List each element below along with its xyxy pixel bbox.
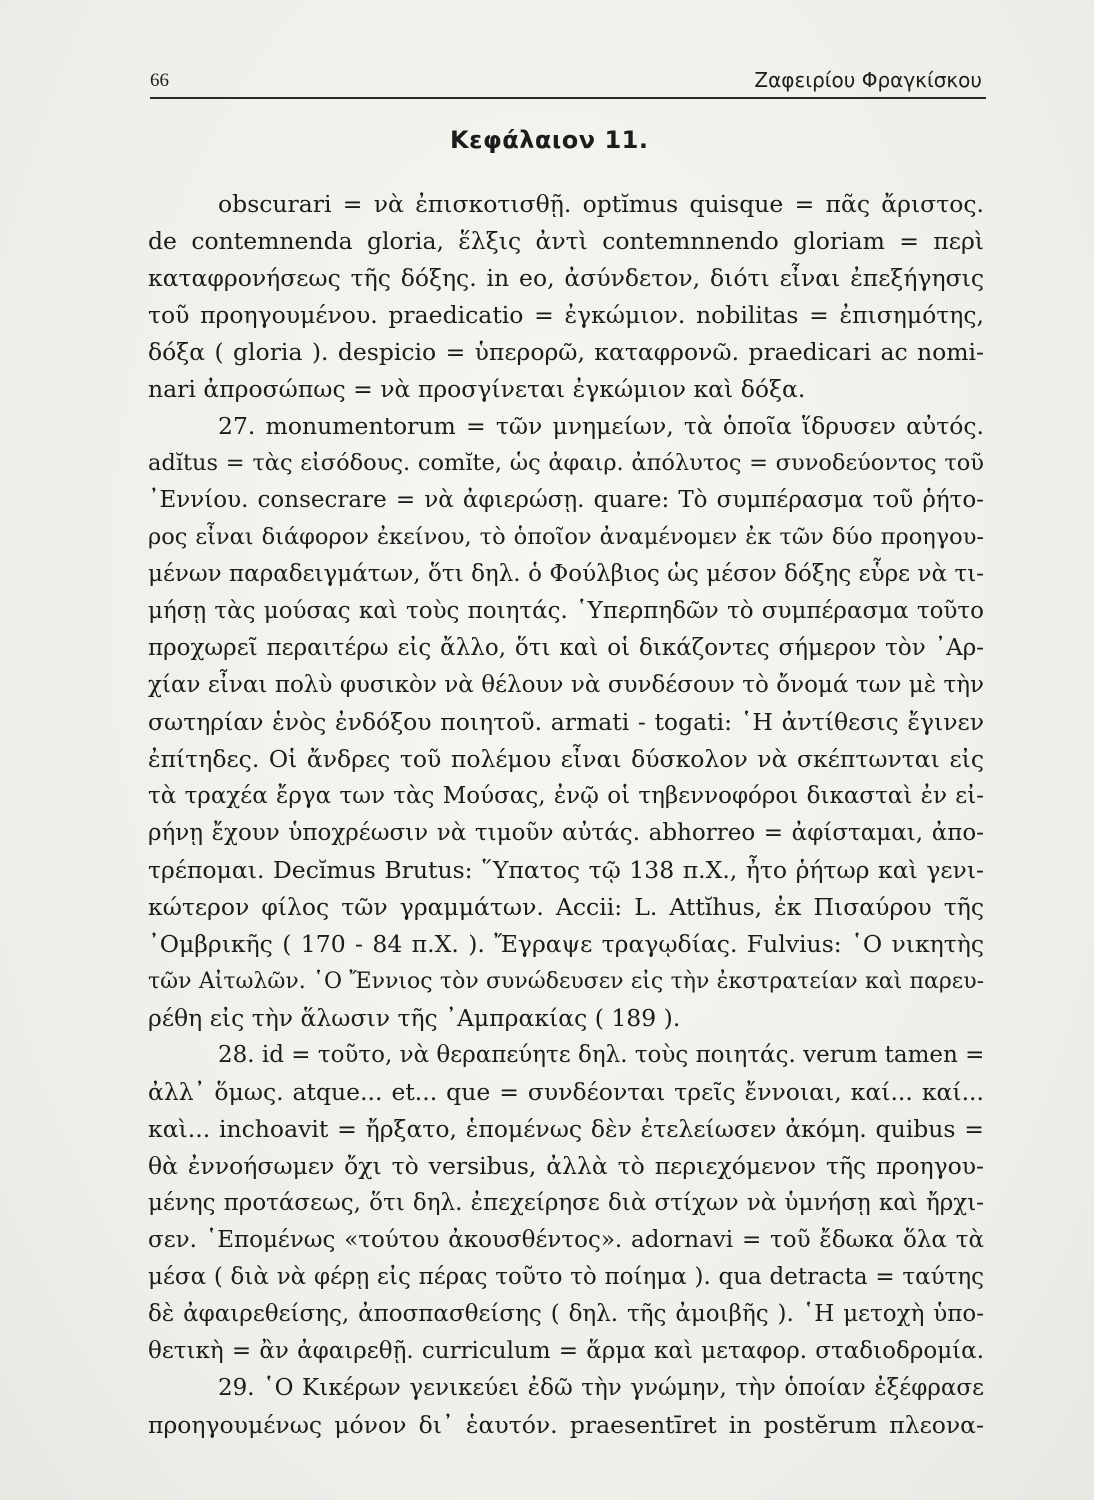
chapter-title: Κεφάλαιον 11. [450, 126, 649, 154]
text-line: ρήνῃ ἔχουν ὑποχρέωσιν νὰ τιμοῦν αὐτάς. abhorreo = ἀφίσταμαι, ἀπο- [148, 820, 984, 846]
text-line: ἀλλ᾿ ὅμως. atque... et... que = συνδέονται τρεῖς ἔννοιαι, καί... καί... [148, 1078, 984, 1106]
text-line: 28. id = τοῦτο, νὰ θεραπεύητε δηλ. τοὺς ποιητάς. verum tamen = [218, 1042, 984, 1068]
text-line: καταφρονήσεως τῆς δόξης. in eo, ἀσύνδετον, διότι εἶναι ἐπεξήγησις [148, 264, 984, 292]
text-line: δὲ ἀφαιρεθείσης, ἀποσπασθείσης ( δηλ. τῆς ἀμοιβῆς ). ῾Η μετοχὴ ὑπο- [148, 1301, 984, 1327]
page-number: 66 [150, 70, 169, 91]
text-line: θὰ ἐννοήσωμεν ὄχι τὸ versibus, ἀλλὰ τὸ περιεχόμενον τῆς προηγου- [148, 1152, 984, 1180]
text-line: κώτερον φίλος τῶν γραμμάτων. Accii: L. Attĭhus, ἐκ Πισαύρου τῆς [148, 893, 984, 921]
text-line: ρέθη εἰς τὴν ἅλωσιν τῆς ᾿Αμπρακίας ( 189 ). [148, 1004, 681, 1032]
text-line: ἐπίτηδες. Οἱ ἄνδρες τοῦ πολέμου εἶναι δύσκολον νὰ σκέπτωνται εἰς [148, 745, 984, 773]
text-line: τοῦ προηγουμένου. praedicatio = ἐγκώμιον. nobilitas = ἐπισημότης, [148, 301, 984, 329]
running-head: Ζαφειρίου Φραγκίσκου [754, 68, 982, 92]
text-line: τῶν Αἰτωλῶν. ῾Ο Ἔννιος τὸν συνώδευσεν εἰς τὴν ἐκστρατείαν καὶ παρευ- [148, 969, 984, 994]
text-line: 29. ῾Ο Κικέρων γενικεύει ἐδῶ τὴν γνώμην, τὴν ὁποίαν ἐξέφρασε [218, 1375, 984, 1401]
text-line: τὰ τραχέα ἔργα των τὰς Μούσας, ἐνῷ οἱ τηβεννοφόροι δικασταὶ ἐν εἰ- [148, 783, 984, 809]
text-line: obscurari = νὰ ἐπισκοτισθῇ. optĭmus quisque = πᾶς ἄριστος. [218, 190, 984, 218]
text-line: nari ἀπροσώπως = νὰ προσγίνεται ἐγκώμιον καὶ δόξα. [148, 375, 806, 403]
text-line: θετικὴ = ἂν ἀφαιρεθῇ. curriculum = ἅρμα καὶ μεταφορ. σταδιοδρομία. [148, 1338, 984, 1364]
text-line: ρος εἶναι διάφορον ἐκείνου, τὸ ὁποῖον ἀναμένομεν ἐκ τῶν δύο προηγου- [148, 524, 984, 550]
text-line: σεν. ῾Επομένως «τούτου ἀκουσθέντος». adornavi = τοῦ ἔδωκα ὅλα τὰ [148, 1227, 984, 1253]
text-line: μέσα ( διὰ νὰ φέρῃ εἰς πέρας τοῦτο τὸ ποίημα ). qua detracta = ταύτης [148, 1264, 984, 1290]
header-rule [150, 97, 986, 99]
text-line: δόξα ( gloria ). despicio = ὑπερορῶ, καταφρονῶ. praedicari ac nomi- [148, 338, 984, 366]
text-line: μήσῃ τὰς μούσας καὶ τοὺς ποιητάς. ῾Υπερπηδῶν τὸ συμπέρασμα τοῦτο [148, 598, 984, 624]
text-line: de contemnenda gloria, ἕλξις ἀντὶ contemnnendo gloriam = περὶ [148, 227, 984, 255]
text-line: ᾿Εννίου. consecrare = νὰ ἀφιερώσῃ. quare: Τὸ συμπέρασμα τοῦ ῥήτο- [148, 487, 984, 513]
text-line: μένης προτάσεως, ὅτι δηλ. ἐπεχείρησε διὰ στίχων νὰ ὑμνήσῃ καὶ ἤρχι- [148, 1190, 984, 1216]
text-line: adĭtus = τὰς εἰσόδους. comĭte, ὡς ἀφαιρ. ἀπόλυτος = συνοδεύοντος τοῦ [148, 450, 984, 476]
text-line: 27. monumentorum = τῶν μνημείων, τὰ ὁποῖα ἵδρυσεν αὐτός. [218, 412, 984, 440]
text-line: καὶ... inchoavit = ἤρξατο, ἑπομένως δὲν ἐτελείωσεν ἀκόμη. quibus = [148, 1115, 984, 1143]
text-line: ᾿Ομβρικῆς ( 170 - 84 π.Χ. ). Ἔγραψε τραγῳδίας. Fulvius: ῾Ο νικητὴς [148, 930, 984, 958]
text-line: χίαν εἶναι πολὺ φυσικὸν νὰ θέλουν νὰ συνδέσουν τὸ ὄνομά των μὲ τὴν [148, 672, 984, 698]
text-line: προχωρεῖ περαιτέρω εἰς ἄλλο, ὅτι καὶ οἱ δικάζοντες σήμερον τὸν ᾿Αρ- [148, 635, 984, 661]
text-line: προηγουμένως μόνον δι᾿ ἑαυτόν. praesentīret in postĕrum πλεονα- [148, 1411, 984, 1439]
text-line: τρέπομαι. Decĭmus Brutus: ῞Υπατος τῷ 138 π.Χ., ἦτο ῥήτωρ καὶ γενι- [148, 856, 984, 884]
text-line: σωτηρίαν ἑνὸς ἐνδόξου ποιητοῦ. armati - togati: ῾Η ἀντίθεσις ἔγινεν [148, 708, 984, 736]
text-line: μένων παραδειγμάτων, ὅτι δηλ. ὁ Φούλβιος ὡς μέσον δόξης εὗρε νὰ τι- [148, 561, 984, 587]
commentary-text [148, 186, 984, 1444]
